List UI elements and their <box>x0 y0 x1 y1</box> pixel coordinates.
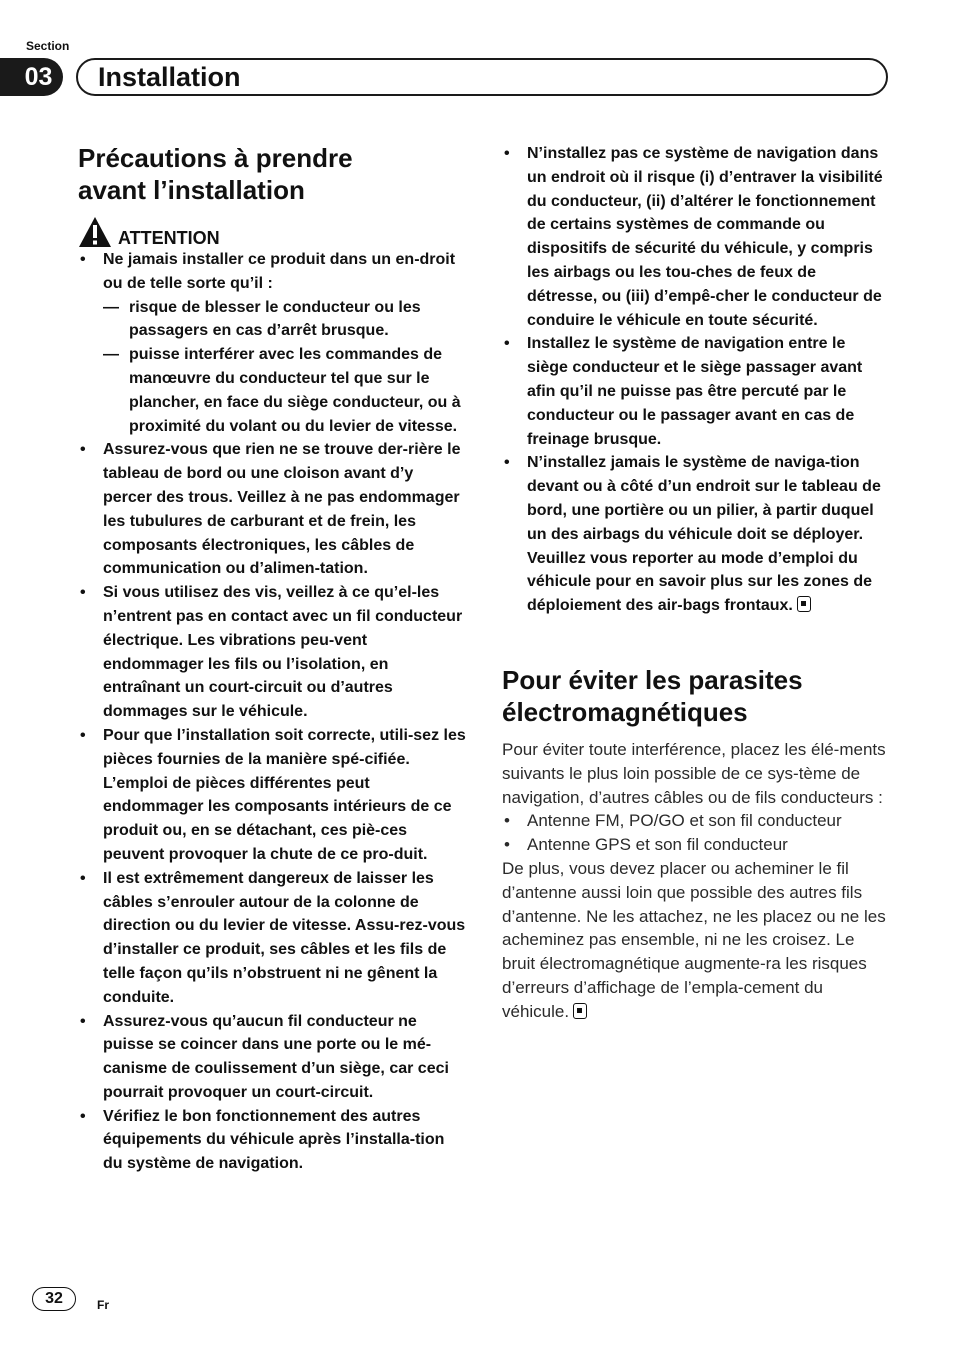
list-item: • Vérifiez le bon fonctionnement des autres équipements du véhicule après l’installa-tion du système de navigation. <box>78 1105 466 1176</box>
section-number: 03 <box>0 58 63 96</box>
sub-list-item: — risque de blesser le conducteur ou les passagers en cas d’arrêt brusque. <box>103 296 466 344</box>
list-item: • N’installez pas ce système de navigation dans un endroit où il risque (i) d’entraver la visibilité du conducteur, (ii) d’altérer le fonctionnement de certains systèmes de commande ou dispositifs de sécurité du véhicule, y compris les airbags ou les tou-ches de feux de détresse, ou (iii) d’empê-cher le conducteur de conduire le véhicule en toute sécurité. <box>502 142 890 332</box>
warning-icon <box>78 216 112 248</box>
precautions-heading <box>78 142 466 206</box>
section-title: Installation <box>98 62 241 92</box>
list-item: • Il est extrêmement dangereux de laisser les câbles s’enrouler autour de la colonne de direction ou du levier de vitesse. Assu-rez-vous d’installer ce produit, ses câbles et les fils de telle façon qu’ils n’obstruent ni ne gênent la conduite. <box>78 867 466 1010</box>
list-item <box>502 451 890 618</box>
list-item-text: Ne jamais installer ce produit dans un en-droit ou de telle sorte qu’il : <box>103 251 456 292</box>
end-mark-icon <box>573 1003 587 1019</box>
precautions-list <box>78 248 466 1176</box>
interference-outro <box>502 857 890 1024</box>
list-item-text: N’installez jamais le système de naviga-tion devant ou à côté d’un endroit sur le tableau de bord, une portière ou un pilier, à partir duquel un des airbags du véhicule doit se déployer. Veuillez vous reporter au mode d’emploi du véhicule pour en savoir plus sur les zones de déploiement des air-bags frontaux. <box>527 454 881 615</box>
list-item <box>78 248 466 438</box>
language-code: Fr <box>97 1298 109 1312</box>
left-column <box>78 142 466 1176</box>
list-item: • Si vous utilisez des vis, veillez à ce qu’el-les n’entrent pas en contact avec un fil conducteur électrique. Les vibrations peu-vent endommager les fils ou l’isolation, en entraînant un court-circuit ou d’autres dommages sur le véhicule. <box>78 581 466 724</box>
interference-outro-text: De plus, vous devez placer ou acheminer le fil d’antenne aussi loin que possible des autres fils d’antenne. Ne les attachez, ne les placez ou ne les acheminez pas ensemble, ni ne les croisez. Le bruit électromagnétique augmente-ra les risques d’erreurs d’affichage de l’empla-cement du véhicule. <box>502 858 886 1021</box>
sub-list-item: — puisse interférer avec les commandes de manœuvre du conducteur tel que sur le plancher, en face du siège conducteur, ou à proximité du volant ou du levier de vitesse. <box>103 343 466 438</box>
list-item: • Pour que l’installation soit correcte, utili-sez les pièces fournies de la manière spé-cifiée. L’emploi de pièces différentes peut endommager les composants intérieurs de ce produit ou, en se détachant, ces piè-ces peuvent provoquer la chute de ce pro-duit. <box>78 724 466 867</box>
interference-intro: Pour éviter toute interférence, placez les élé-ments suivants le plus loin possible de ce sys-tème de navigation, d’autres câbles ou de fils conducteurs : <box>502 739 886 807</box>
interference-list <box>502 809 890 857</box>
precautions-list-continued <box>502 142 890 618</box>
section-header-bar <box>76 58 888 96</box>
attention-label <box>78 214 466 248</box>
interference-heading-line1: Pour éviter les parasites <box>502 664 803 695</box>
sub-list <box>103 296 466 439</box>
list-item: • Antenne GPS et son fil conducteur <box>502 833 890 857</box>
list-item: • Antenne FM, PO/GO et son fil conducteur <box>502 809 890 833</box>
precautions-heading-line2: avant l’installation <box>78 175 305 205</box>
section-label: Section <box>26 39 70 53</box>
page-number: 32 <box>32 1287 76 1311</box>
attention-text: ATTENTION <box>118 228 220 248</box>
end-mark-icon <box>797 596 811 612</box>
interference-heading <box>502 664 890 728</box>
interference-heading-line2: électromagnétiques <box>502 696 748 727</box>
list-item: • Assurez-vous qu’aucun fil conducteur ne puisse se coincer dans une porte ou le mé-canisme de coulissement d’un siège, car ceci pourrait provoquer un court-circuit. <box>78 1010 466 1105</box>
right-column <box>502 142 890 1024</box>
precautions-heading-line1: Précautions à prendre <box>78 143 353 173</box>
list-item: • Assurez-vous que rien ne se trouve der-rière le tableau de bord ou une cloison avant d’y percer des trous. Veillez à ne pas endommager les tubulures de carburant et de frein, les composants électroniques, les câbles de communication ou d’alimen-tation. <box>78 438 466 581</box>
list-item: • Installez le système de navigation entre le siège conducteur et le siège passager avant afin qu’il ne puisse pas être percuté par le conducteur ou le passager avant en cas de freinage brusque. <box>502 332 890 451</box>
